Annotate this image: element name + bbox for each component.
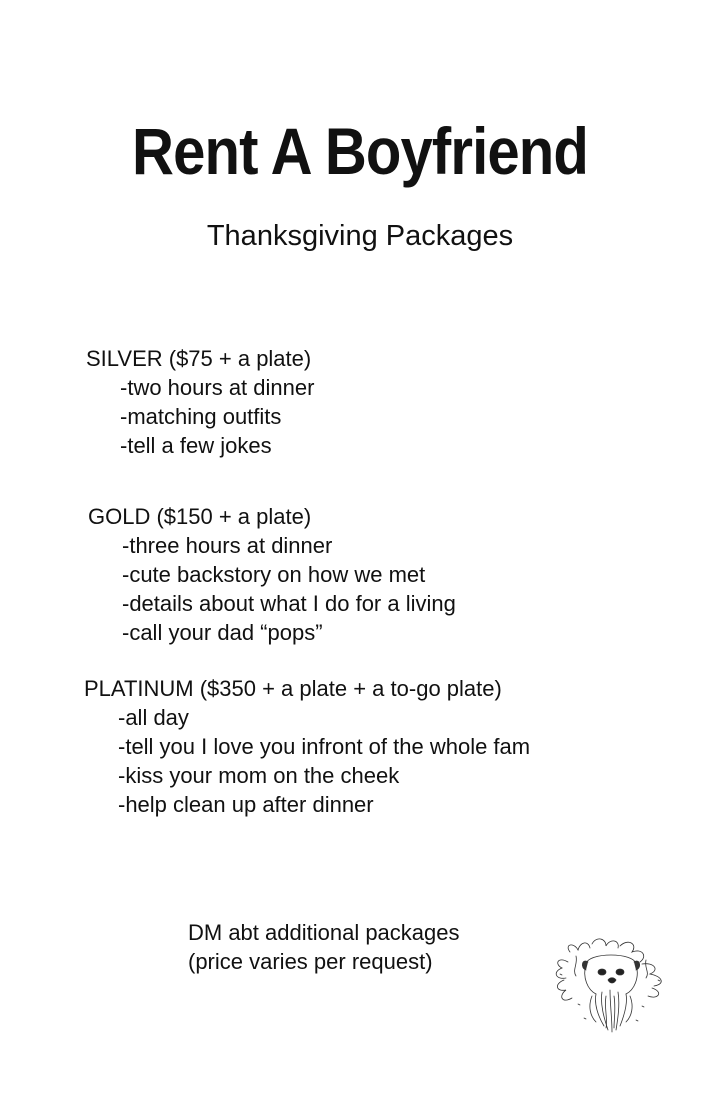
package-platinum: [84, 674, 530, 819]
package-item-list: [120, 373, 314, 460]
package-gold: [88, 502, 456, 647]
hand-drawn-dog-sketch-icon: [548, 934, 674, 1034]
package-heading: GOLD ($150 + a plate): [88, 504, 312, 529]
package-item: -kiss your mom on the cheek: [118, 763, 400, 788]
package-item: -cute backstory on how we met: [122, 562, 426, 587]
package-item: -two hours at dinner: [120, 375, 315, 400]
footer-line: (price varies per request): [188, 949, 433, 974]
package-heading: PLATINUM ($350 + a plate + a to-go plate): [84, 676, 502, 701]
package-silver: [86, 344, 314, 460]
package-item: -call your dad “pops”: [122, 620, 323, 645]
footer-note: [188, 918, 460, 976]
package-item-list: [122, 531, 456, 647]
footer-line: DM abt additional packages: [188, 920, 460, 945]
flyer-title: Rent A Boyfriend: [132, 114, 588, 188]
package-item: -tell a few jokes: [120, 433, 272, 458]
flyer-subtitle: Thanksgiving Packages: [206, 220, 514, 252]
package-heading: SILVER ($75 + a plate): [86, 346, 312, 371]
package-item: -help clean up after dinner: [118, 792, 374, 817]
package-item: -three hours at dinner: [122, 533, 333, 558]
package-item: -matching outfits: [120, 404, 282, 429]
package-item-list: [118, 703, 530, 819]
package-item: -tell you I love you infront of the whole fam: [118, 734, 531, 759]
package-item: -all day: [118, 705, 189, 730]
package-item: -details about what I do for a living: [122, 591, 456, 616]
